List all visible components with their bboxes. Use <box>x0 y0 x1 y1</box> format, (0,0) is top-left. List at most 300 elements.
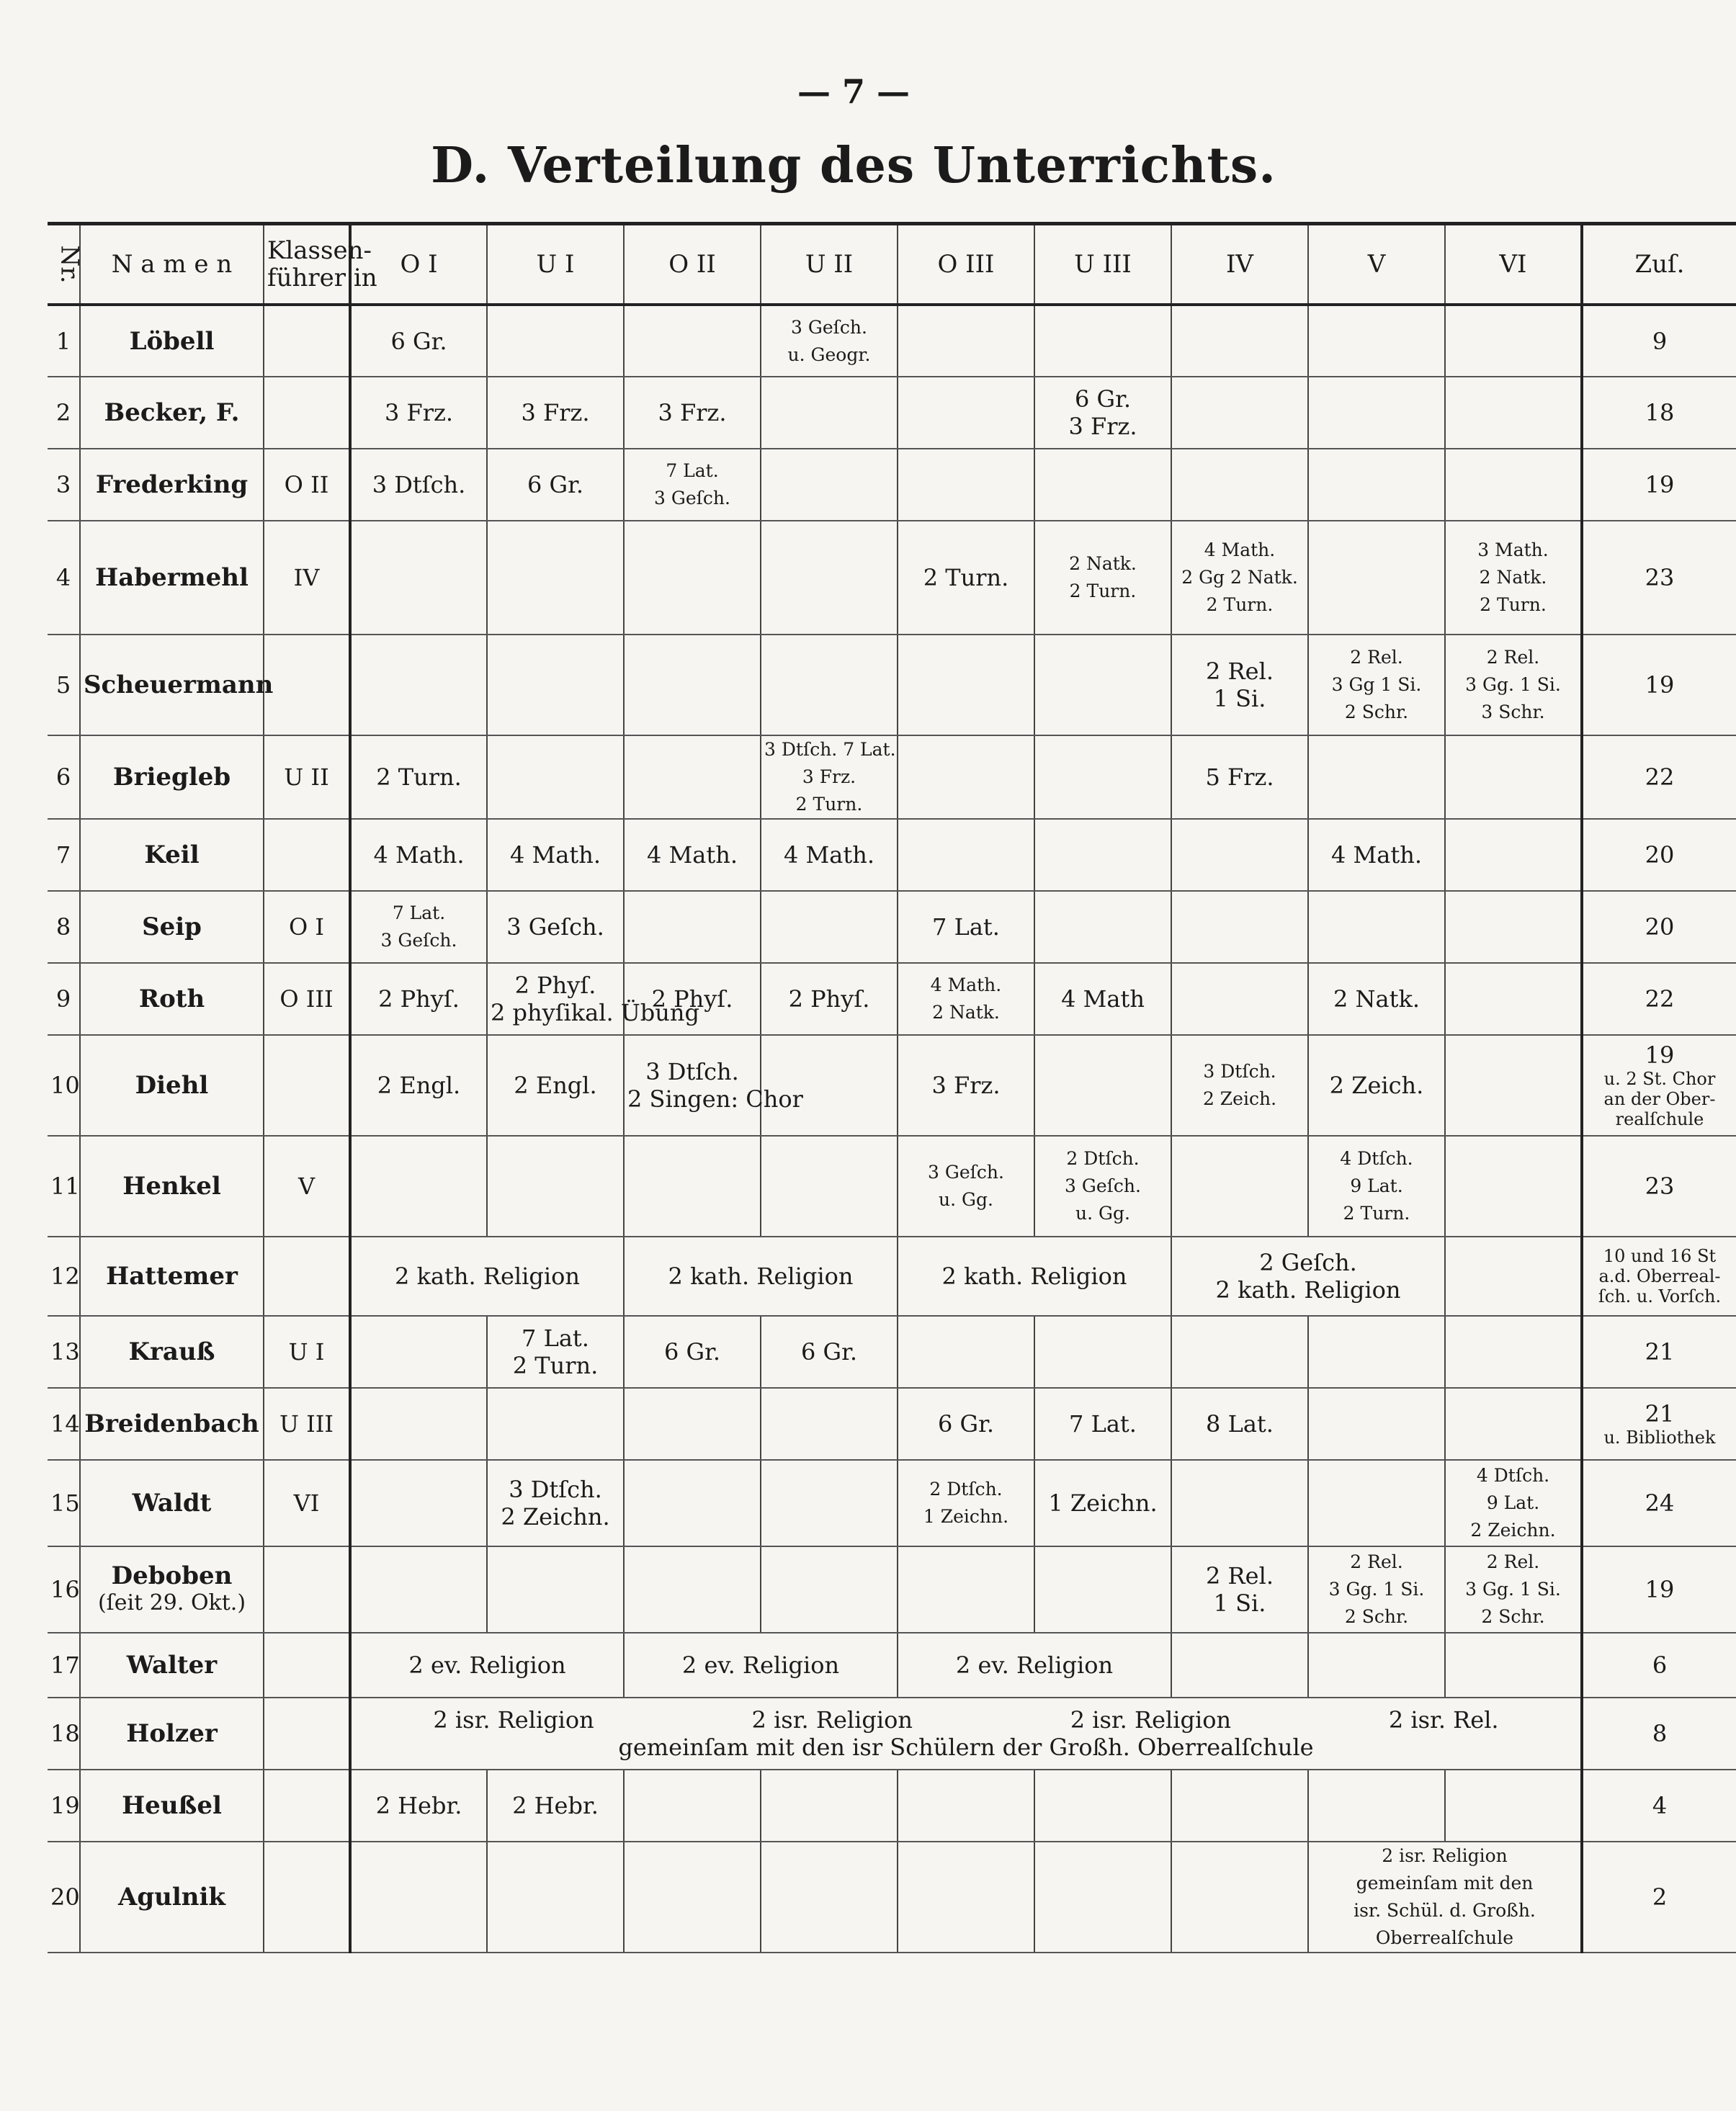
cell-line: 3 Gg. 1 Si. <box>1465 674 1561 695</box>
total-value: 19 <box>1645 671 1675 699</box>
cell-line: 7 Lat. <box>932 913 1000 941</box>
teacher-name: Hattemer <box>80 1237 264 1316</box>
cell-line: 3 Dtſch. <box>509 1476 602 1503</box>
teacher-name: Seip <box>80 891 264 963</box>
cell-line: 6 Gr. <box>800 1338 858 1366</box>
total-value: 21 <box>1645 1338 1675 1366</box>
lesson-OI <box>350 963 487 1035</box>
lesson-UII <box>761 891 898 963</box>
cell-line: 2 Schr. <box>1344 702 1409 722</box>
lesson-UIII <box>1034 735 1171 819</box>
cell-line: 3 Frz. <box>658 399 727 426</box>
cell-line: 4 Math. <box>1204 539 1276 560</box>
class-leader <box>264 1633 350 1698</box>
row-total <box>1582 1460 1736 1546</box>
table-row <box>48 1237 1736 1316</box>
lesson-OIII <box>898 1136 1034 1237</box>
lesson-OII <box>624 305 761 377</box>
cell-line: 2 Zeich. <box>1202 1088 1277 1109</box>
cell-line: 8 Lat. <box>1206 1410 1274 1438</box>
lesson-OIII <box>898 1546 1034 1633</box>
cell-line: 2 Phyſ. <box>651 985 733 1013</box>
table-row <box>48 1842 1736 1953</box>
lesson-UII <box>761 1316 898 1388</box>
row-total <box>1582 635 1736 735</box>
teaching-distribution-table <box>48 222 1736 1953</box>
row-number: 5 <box>48 635 80 735</box>
cell-line: Oberrealſchule <box>1375 1927 1514 1948</box>
lesson-UI <box>487 1546 624 1633</box>
lesson-IV <box>1171 635 1308 735</box>
teacher-name: Scheuermann <box>80 635 264 735</box>
row-total <box>1582 1633 1736 1698</box>
lesson-UIII <box>1034 819 1171 891</box>
row-number: 10 <box>48 1035 80 1136</box>
cell-line: 2 Natk. <box>1479 567 1547 588</box>
lesson-VI <box>1445 305 1582 377</box>
cell-line: 4 Math. <box>509 841 601 869</box>
lesson-OIII <box>898 305 1034 377</box>
row-total <box>1582 305 1736 377</box>
lesson-OIII <box>898 735 1034 819</box>
cell-line: 2 Turn. <box>376 763 462 791</box>
row-number: 13 <box>48 1316 80 1388</box>
cell-line: 9 Lat. <box>1350 1175 1403 1196</box>
lesson-UII <box>761 305 898 377</box>
lesson-VI <box>1445 891 1582 963</box>
table-row <box>48 1698 1736 1770</box>
lesson-V <box>1308 1316 1445 1388</box>
lesson-OI <box>350 1546 487 1633</box>
lesson-UI <box>487 521 624 635</box>
cell-line: 9 Lat. <box>1486 1492 1540 1513</box>
cell-line: 1 Si. <box>1213 1590 1266 1617</box>
total-value: 18 <box>1645 399 1675 426</box>
cell-line: 4 Math. <box>783 841 874 869</box>
lesson-IV <box>1171 1460 1308 1546</box>
cell-line: 2 ev. Religion <box>408 1651 566 1679</box>
total-value: 4 <box>1652 1792 1668 1819</box>
total-value: 20 <box>1645 913 1675 941</box>
lesson-VI <box>1445 819 1582 891</box>
row-total <box>1582 1136 1736 1237</box>
total-value: 24 <box>1645 1489 1675 1517</box>
lesson-UI <box>487 305 624 377</box>
cell-line: 2 Turn. <box>1206 594 1274 615</box>
row-total <box>1582 819 1736 891</box>
cell-line: 3 Geſch. <box>791 316 867 338</box>
class-leader: U I <box>264 1316 350 1388</box>
lesson-OIII <box>898 819 1034 891</box>
table-row <box>48 521 1736 635</box>
cell-line: 2 Rel. <box>1206 658 1274 685</box>
lesson-VI <box>1445 1770 1582 1842</box>
lesson-IV <box>1171 1842 1308 1953</box>
cell-line: 2 Zeichn. <box>1470 1520 1556 1541</box>
cell-line: 3 Frz. <box>521 399 590 426</box>
cell-line: 2 ev. Religion <box>681 1651 840 1679</box>
cell-line: 2 Natk. <box>1333 985 1420 1013</box>
cell-line: 2 Phyſ. <box>788 985 870 1013</box>
header-row <box>48 224 1736 305</box>
cell-line: 6 Gr. <box>663 1338 721 1366</box>
lesson-V <box>1308 449 1445 521</box>
lesson-OI <box>350 1460 487 1546</box>
class-leader: V <box>264 1136 350 1237</box>
page-number: — 7 — <box>797 72 910 111</box>
lesson-OIII-UIII <box>898 1633 1171 1698</box>
teacher-name-note: (ſeit 29. Okt.) <box>97 1590 246 1615</box>
lesson-UI <box>487 1316 624 1388</box>
teacher-name: Agulnik <box>80 1842 264 1953</box>
row-total <box>1582 1316 1736 1388</box>
row-number: 2 <box>48 377 80 449</box>
cell-line: 4 Math. <box>930 974 1002 995</box>
lesson-IV <box>1171 891 1308 963</box>
header-UIII: U III <box>1034 224 1171 305</box>
cell-line: 2 Rel. <box>1350 1551 1403 1572</box>
lesson-UI <box>487 1136 624 1237</box>
class-leader: VI <box>264 1460 350 1546</box>
total-note: realſchule <box>1615 1109 1704 1129</box>
shared-lesson: 2 Turn. <box>795 794 863 815</box>
lesson-UIII <box>1034 377 1171 449</box>
cell-line: 2 Rel. <box>1486 647 1540 668</box>
row-total <box>1582 1388 1736 1460</box>
table-row <box>48 891 1736 963</box>
cell-line: 2 kath. Religion <box>1215 1276 1401 1304</box>
row-total <box>1582 521 1736 635</box>
lesson-OI <box>350 635 487 735</box>
lesson-IV <box>1171 1388 1308 1460</box>
header-IV: IV <box>1171 224 1308 305</box>
cell-line: u. Geogr. <box>787 344 871 365</box>
lesson-UII <box>761 377 898 449</box>
lesson-OIII <box>898 891 1034 963</box>
cell-line: 3 Frz. <box>384 399 454 426</box>
table-row <box>48 635 1736 735</box>
row-total <box>1582 1035 1736 1136</box>
cell-line: 2 Rel. <box>1350 647 1403 668</box>
cell-line: 2 Dtſch. <box>929 1479 1003 1500</box>
lesson-UIII <box>1034 1460 1171 1546</box>
lesson-OIII <box>898 1842 1034 1953</box>
lesson-OI <box>350 1842 487 1953</box>
row-number: 9 <box>48 963 80 1035</box>
lesson-V <box>1308 1546 1445 1633</box>
cell-line: 2 Engl. <box>377 1072 461 1099</box>
row-total <box>1582 735 1736 819</box>
cell-line: 3 Frz. <box>1068 413 1137 440</box>
cell-line: 7 Lat. <box>392 902 446 923</box>
cell-line: 4 Math <box>1061 985 1145 1013</box>
cell-line: 6 Gr. <box>1074 385 1132 413</box>
cell-line: gemeinſam mit den <box>1356 1873 1534 1893</box>
cell-line: 2 Schr. <box>1481 1606 1545 1627</box>
row-number: 3 <box>48 449 80 521</box>
lesson-UII <box>761 963 898 1035</box>
lesson-UII <box>761 819 898 891</box>
cell-line: 2 kath. Religion <box>941 1263 1127 1290</box>
lesson-VI <box>1445 521 1582 635</box>
cell-line: 2 Rel. <box>1486 1551 1540 1572</box>
lesson-OII <box>624 1388 761 1460</box>
cell-line: 3 Geſch. <box>506 913 604 941</box>
lesson-UI <box>487 377 624 449</box>
lesson-UII <box>761 735 898 819</box>
lesson-UI <box>487 1770 624 1842</box>
lesson-V <box>1308 1460 1445 1546</box>
lesson-UII <box>761 1770 898 1842</box>
religion-group: 2 isr. Religion <box>433 1706 594 1734</box>
cell-line: isr. Schül. d. Großh. <box>1354 1900 1536 1921</box>
lesson-IV <box>1171 1633 1308 1698</box>
total-value: 6 <box>1652 1651 1668 1679</box>
total-value: 21 <box>1645 1400 1675 1427</box>
lesson-UII <box>761 449 898 521</box>
total-note: ſch. u. Vorſch. <box>1598 1286 1722 1307</box>
lesson-IV <box>1171 735 1308 819</box>
table-row <box>48 1633 1736 1698</box>
teacher-name: Walter <box>80 1633 264 1698</box>
shared-lesson: 2 phyſikal. Übung <box>491 999 699 1026</box>
cell-line: 7 Lat. <box>666 460 719 481</box>
table-row <box>48 1460 1736 1546</box>
lesson-IV <box>1171 1546 1308 1633</box>
cell-line: 3 Math. <box>1477 539 1549 560</box>
cell-line: 3 Dtſch. <box>645 1058 739 1085</box>
class-leader: U II <box>264 735 350 819</box>
lesson-V <box>1308 1035 1445 1136</box>
row-number: 1 <box>48 305 80 377</box>
lesson-VI <box>1445 377 1582 449</box>
lesson-OI <box>350 1770 487 1842</box>
cell-line: 2 Turn. <box>512 1352 599 1379</box>
lesson-IV <box>1171 819 1308 891</box>
row-total <box>1582 891 1736 963</box>
class-leader <box>264 1035 350 1136</box>
cell-line: 3 Schr. <box>1481 702 1545 722</box>
lesson-OII <box>624 891 761 963</box>
row-total <box>1582 963 1736 1035</box>
lesson-V <box>1308 635 1445 735</box>
class-leader: O III <box>264 963 350 1035</box>
cell-line: 3 Dtſch. <box>1203 1061 1276 1082</box>
table-row <box>48 735 1736 819</box>
total-note: 10 und 16 St <box>1603 1246 1717 1266</box>
table-row <box>48 1546 1736 1633</box>
table-row <box>48 963 1736 1035</box>
religion-line <box>354 1706 1578 1734</box>
lesson-OI <box>350 521 487 635</box>
total-value: 22 <box>1645 763 1675 791</box>
lesson-OI <box>350 1136 487 1237</box>
lesson-UIII <box>1034 521 1171 635</box>
class-leader: IV <box>264 521 350 635</box>
table-row <box>48 377 1736 449</box>
teacher-name: Deboben (ſeit 29. Okt.) <box>80 1546 264 1633</box>
cell-line: 2 Natk. <box>1069 553 1137 574</box>
cell-line: 3 Geſch. <box>1065 1175 1141 1196</box>
lesson-OII <box>624 521 761 635</box>
header-total: Zuſ. <box>1582 224 1736 305</box>
cell-line: 2 Schr. <box>1344 1606 1409 1627</box>
religion-group: 2 isr. Religion <box>751 1706 913 1734</box>
lesson-OIII <box>898 1388 1034 1460</box>
lesson-VI <box>1445 1237 1582 1316</box>
lesson-OIII <box>898 1035 1034 1136</box>
total-note: u. 2 St. Chor <box>1603 1069 1716 1089</box>
lesson-UIII <box>1034 1035 1171 1136</box>
cell-line: u. Gg. <box>1075 1203 1130 1224</box>
row-number: 8 <box>48 891 80 963</box>
header-names: N a m e n <box>80 224 264 305</box>
lesson-OI <box>350 1388 487 1460</box>
cell-line: 3 Frz. <box>931 1072 1001 1099</box>
lesson-V <box>1308 1136 1445 1237</box>
teacher-name: Henkel <box>80 1136 264 1237</box>
lesson-OII <box>624 819 761 891</box>
row-number: 11 <box>48 1136 80 1237</box>
teacher-name: Frederking <box>80 449 264 521</box>
lesson-OI-UI <box>350 1633 624 1698</box>
cell-line: 4 Math. <box>646 841 738 869</box>
lesson-UIII <box>1034 1546 1171 1633</box>
teacher-name: Holzer <box>80 1698 264 1770</box>
cell-line: 2 Turn. <box>1343 1203 1410 1224</box>
lesson-UII <box>761 1388 898 1460</box>
page-title: D. Verteilung des Unterrichts. <box>431 137 1276 194</box>
lesson-V <box>1308 891 1445 963</box>
shared-lesson: 2 Zeichn. <box>501 1503 610 1530</box>
teacher-name: Krauß <box>80 1316 264 1388</box>
cell-line: 2 Gg 2 Natk. <box>1181 567 1298 588</box>
lesson-V <box>1308 521 1445 635</box>
lesson-OII <box>624 1546 761 1633</box>
cell-line: 4 Dtſch. <box>1340 1148 1413 1169</box>
cell-line: 7 Lat. <box>1069 1410 1137 1438</box>
lesson-VI <box>1445 1460 1582 1546</box>
cell-line: 2 Engl. <box>514 1072 597 1099</box>
class-leader <box>264 1842 350 1953</box>
total-note: u. Bibliothek <box>1603 1427 1716 1448</box>
teacher-name: Roth <box>80 963 264 1035</box>
class-leader <box>264 305 350 377</box>
cell-line: 2 Geſch. <box>1259 1249 1357 1276</box>
lesson-OIII <box>898 1316 1034 1388</box>
lesson-UIII <box>1034 1770 1171 1842</box>
class-leader: O II <box>264 449 350 521</box>
lesson-OI <box>350 891 487 963</box>
teacher-name: Habermehl <box>80 521 264 635</box>
lesson-OI <box>350 305 487 377</box>
lesson-IV <box>1171 963 1308 1035</box>
cell-line: 1 Si. <box>1213 685 1266 712</box>
table-row <box>48 1136 1736 1237</box>
cell-line: 7 Lat. <box>522 1325 589 1352</box>
row-total <box>1582 377 1736 449</box>
lesson-V <box>1308 819 1445 891</box>
lesson-OI <box>350 735 487 819</box>
cell-line: 2 Turn. <box>923 564 1009 591</box>
lesson-OIII-UIII <box>898 1237 1171 1316</box>
lesson-UII <box>761 1460 898 1546</box>
row-total <box>1582 449 1736 521</box>
cell-line: 3 Geſch. <box>380 930 457 951</box>
lesson-IV <box>1171 449 1308 521</box>
cell-line: 2 Zeich. <box>1329 1072 1424 1099</box>
lesson-OII-UII <box>624 1237 898 1316</box>
lesson-IV <box>1171 377 1308 449</box>
cell-line: 2 Turn. <box>1480 594 1547 615</box>
lesson-UI <box>487 1388 624 1460</box>
cell-line: 3 Gg. 1 Si. <box>1465 1579 1561 1600</box>
row-number: 15 <box>48 1460 80 1546</box>
lesson-VI <box>1445 963 1582 1035</box>
lesson-OII <box>624 1316 761 1388</box>
lesson-UII <box>761 1136 898 1237</box>
lesson-OII <box>624 377 761 449</box>
lesson-OII <box>624 635 761 735</box>
cell-line: 3 Geſch. <box>654 488 730 508</box>
lesson-OII-UII <box>624 1633 898 1698</box>
lesson-VI <box>1445 1633 1582 1698</box>
header-UII: U II <box>761 224 898 305</box>
cell-line: 6 Gr. <box>527 471 584 498</box>
lesson-OII <box>624 449 761 521</box>
cell-line: 6 Gr. <box>937 1410 995 1438</box>
lesson-OIII <box>898 963 1034 1035</box>
lesson-VI <box>1445 1546 1582 1633</box>
row-number: 19 <box>48 1770 80 1842</box>
lesson-OI <box>350 377 487 449</box>
row-number: 12 <box>48 1237 80 1316</box>
lesson-OII <box>624 735 761 819</box>
row-number: 17 <box>48 1633 80 1698</box>
lesson-IV-V <box>1171 1237 1445 1316</box>
teacher-name: Waldt <box>80 1460 264 1546</box>
row-number: 7 <box>48 819 80 891</box>
header-OI: O I <box>350 224 487 305</box>
teacher-name: Briegleb <box>80 735 264 819</box>
class-leader <box>264 377 350 449</box>
header-class-leader: Klassen- führer in <box>264 224 350 305</box>
cell-line: 2 ev. Religion <box>955 1651 1114 1679</box>
lesson-V <box>1308 1633 1445 1698</box>
lesson-UIII <box>1034 635 1171 735</box>
lesson-UIII <box>1034 963 1171 1035</box>
lesson-OIII <box>898 521 1034 635</box>
lesson-VI <box>1445 1316 1582 1388</box>
shared-lesson: gemeinſam mit den isr Schülern der Großh. Oberrealſchule <box>618 1734 1314 1761</box>
total-value: 23 <box>1645 1173 1675 1200</box>
lesson-UIII <box>1034 305 1171 377</box>
lesson-V <box>1308 1388 1445 1460</box>
class-leader <box>264 635 350 735</box>
lesson-V <box>1308 735 1445 819</box>
cell-line: 5 Frz. <box>1205 763 1274 791</box>
total-value: 2 <box>1652 1883 1668 1911</box>
lesson-VI <box>1445 1136 1582 1237</box>
lesson-OI <box>350 449 487 521</box>
row-number: 14 <box>48 1388 80 1460</box>
cell-line: 4 Math. <box>373 841 465 869</box>
row-total <box>1582 1698 1736 1770</box>
table-row <box>48 1770 1736 1842</box>
row-total <box>1582 1237 1736 1316</box>
lesson-UII <box>761 1842 898 1953</box>
lesson-UI <box>487 963 699 1035</box>
